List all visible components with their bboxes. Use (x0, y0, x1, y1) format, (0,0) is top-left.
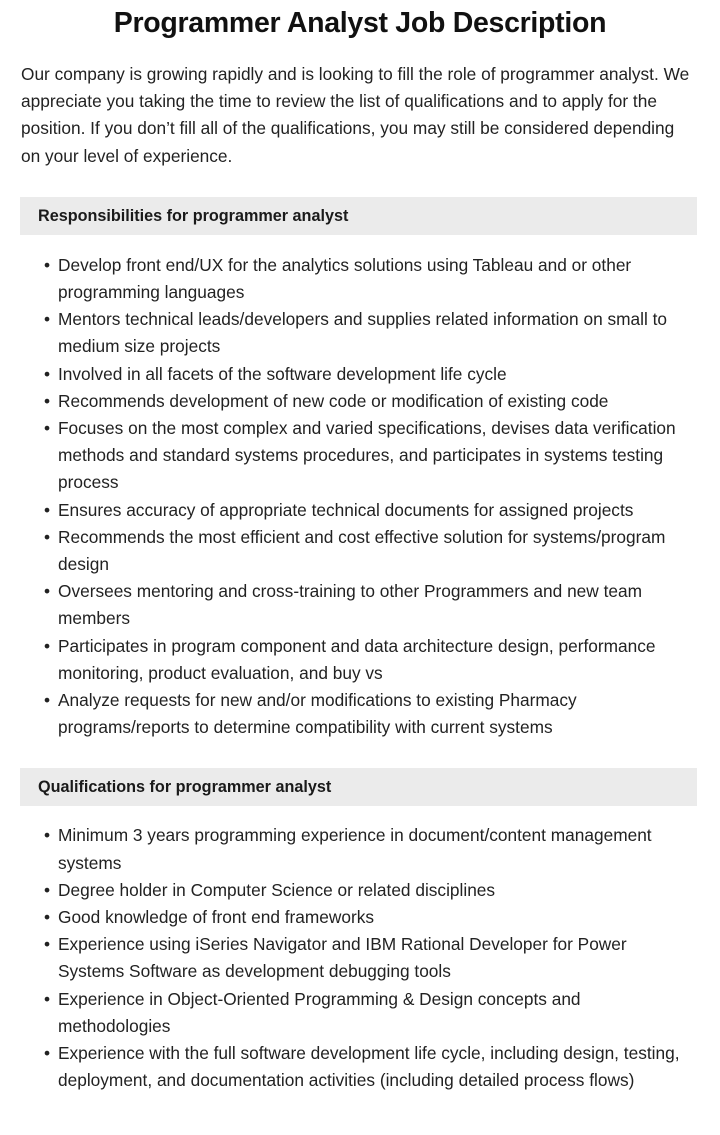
list-item (44, 497, 694, 524)
list-item-label: Recommends the most efficient and cost effective solution for systems/program design (58, 526, 666, 575)
list-item (44, 1040, 694, 1094)
bullet-icon: • (44, 1043, 51, 1064)
bullet-icon: • (44, 988, 51, 1009)
bullet-icon: • (44, 825, 51, 846)
list-item (44, 877, 694, 904)
list-item (44, 306, 694, 360)
bullet-icon: • (44, 879, 51, 900)
list-item-label: Recommends development of new code or modification of existing code (58, 390, 609, 411)
list-item (44, 388, 694, 415)
bullet-icon: • (44, 581, 51, 602)
list-item-label: Good knowledge of front end frameworks (58, 907, 375, 928)
list-item (44, 361, 694, 388)
bullet-icon: • (44, 907, 51, 928)
list-item-label: Participates in program component and data architecture design, performance monitoring, product evaluation, and buy vs (58, 635, 656, 683)
list-item-label: Experience in Object-Oriented Programming & Design concepts and methodologies (58, 988, 581, 1036)
section-heading-label: Qualifications for programmer analyst (38, 778, 332, 797)
bullet-icon: • (44, 254, 51, 275)
bullet-icon: • (44, 526, 51, 547)
list-item-label: Mentors technical leads/developers and supplies related information on small to medium size projects (58, 309, 668, 357)
list-item-label: Experience with the full software development life cycle, including design, testing, deployment, and documentation activities (including detailed process flows) (58, 1043, 680, 1091)
bullet-icon: • (44, 499, 51, 520)
section-header-qualifications (20, 768, 697, 806)
list-item (44, 822, 694, 876)
responsibilities-list (0, 252, 720, 742)
list-item (44, 633, 694, 687)
list-item (44, 524, 694, 578)
bullet-icon: • (44, 363, 51, 384)
list-item-label: Minimum 3 years programming experience in document/content management systems (58, 825, 652, 873)
bullet-icon: • (44, 635, 51, 656)
intro-paragraph: Our company is growing rapidly and is looking to fill the role of programmer analyst. We appreciate you taking the time to review the list of qualifications and to apply for the position. If you don’t fill all of the qualifications, you may still be considered depending on your level of experience. (21, 64, 690, 166)
list-item-label: Oversees mentoring and cross-training to other Programmers and new team members (58, 581, 642, 629)
list-item (44, 687, 694, 741)
bullet-icon: • (44, 418, 51, 439)
list-item-label: Experience using iSeries Navigator and IBM Rational Developer for Power Systems Software as development debugging tools (58, 934, 627, 982)
bullet-icon: • (44, 934, 51, 955)
list-item (44, 986, 694, 1040)
list-item (44, 931, 694, 985)
section-header-responsibilities (20, 197, 697, 235)
qualifications-list (0, 822, 720, 1094)
bullet-icon: • (44, 309, 51, 330)
page-title: Programmer Analyst Job Description (113, 7, 607, 39)
list-item-label: Involved in all facets of the software development life cycle (58, 363, 507, 384)
list-item (44, 415, 694, 497)
list-item-label: Analyze requests for new and/or modifications to existing Pharmacy programs/reports to determine compatibility with current systems (58, 690, 577, 738)
bullet-icon: • (44, 390, 51, 411)
list-item-label: Focuses on the most complex and varied specifications, devises data verification methods and standard systems procedures, and participates in systems testing process (58, 418, 676, 493)
list-item (44, 578, 694, 632)
list-item (44, 904, 694, 931)
bullet-icon: • (44, 690, 51, 711)
list-item-label: Develop front end/UX for the analytics solutions using Tableau and or other programming languages (58, 254, 632, 303)
list-item-label: Ensures accuracy of appropriate technical documents for assigned projects (58, 499, 634, 520)
list-item-label: Degree holder in Computer Science or related disciplines (58, 879, 496, 900)
list-item (44, 252, 694, 306)
section-heading-label: Responsibilities for programmer analyst (38, 206, 349, 225)
